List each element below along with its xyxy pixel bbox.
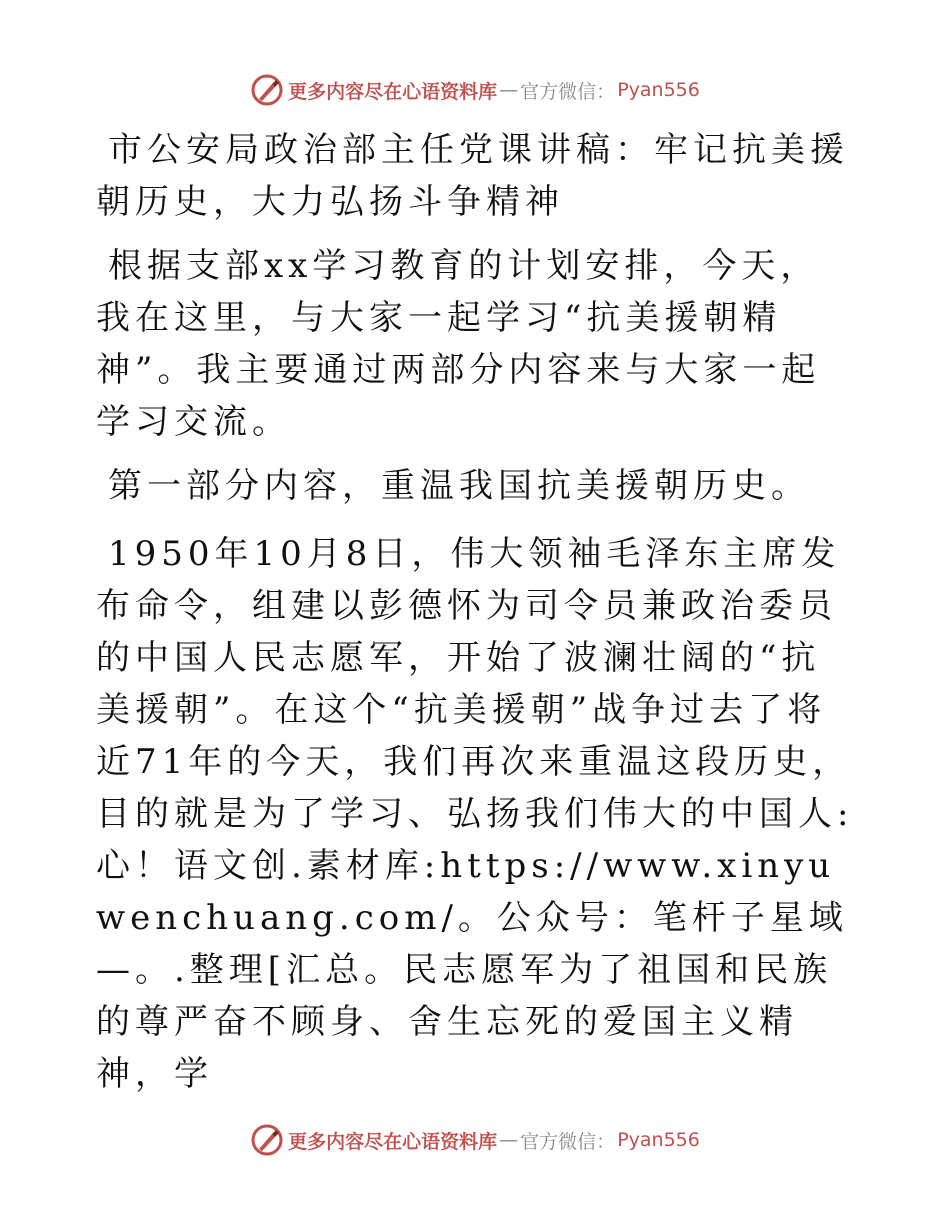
pen-logo-icon xyxy=(250,1123,284,1157)
paragraph-intro: 根据支部xx学习教育的计划安排，今天，我在这里，与大家一起学习“抗美援朝精神”。我主要通过两部分内容来与大家一起学习交流。 xyxy=(96,246,821,442)
separator-dash: — xyxy=(499,1129,519,1151)
wechat-id: Pyan556 xyxy=(617,1129,700,1151)
paragraph-history: 1950年10月8日，伟大领袖毛泽东主席发布命令，组建以彭德怀为司令员兼政治委员的中国人民志愿军，开始了波澜壮阔的“抗美援朝”。在这个“抗美援朝”战争过去了将近71年的今天，我们再次来重温这段历史，目的就是为了学习、弘扬我们伟大的中国人:心！语文创.素材库:https://www.xinyuwenchuang.com/。公众号：笔杆子星域—。.整理[汇总。民志愿军为了祖国和民族的尊严奋不顾身、舍生忘死的爱国主义精神，学 xyxy=(96,534,854,1094)
paragraph-part-one-heading: 第一部分内容，重温我国抗美援朝历史。 xyxy=(108,466,810,506)
official-wechat-label: 官方微信： xyxy=(520,1130,616,1153)
document-title: 市公安局政治部主任党课讲稿：牢记抗美援朝历史，大力弘扬斗争精神 xyxy=(96,130,849,222)
pen-logo-icon xyxy=(250,73,284,107)
header-banner xyxy=(0,70,950,110)
official-wechat-label: 官方微信： xyxy=(520,80,616,103)
document-body xyxy=(96,124,856,1100)
footer-banner xyxy=(0,1120,950,1160)
promo-text: 更多内容尽在心语资料库 xyxy=(288,80,498,103)
separator-dash: — xyxy=(499,79,519,101)
wechat-id: Pyan556 xyxy=(617,79,700,101)
promo-text: 更多内容尽在心语资料库 xyxy=(288,1130,498,1153)
